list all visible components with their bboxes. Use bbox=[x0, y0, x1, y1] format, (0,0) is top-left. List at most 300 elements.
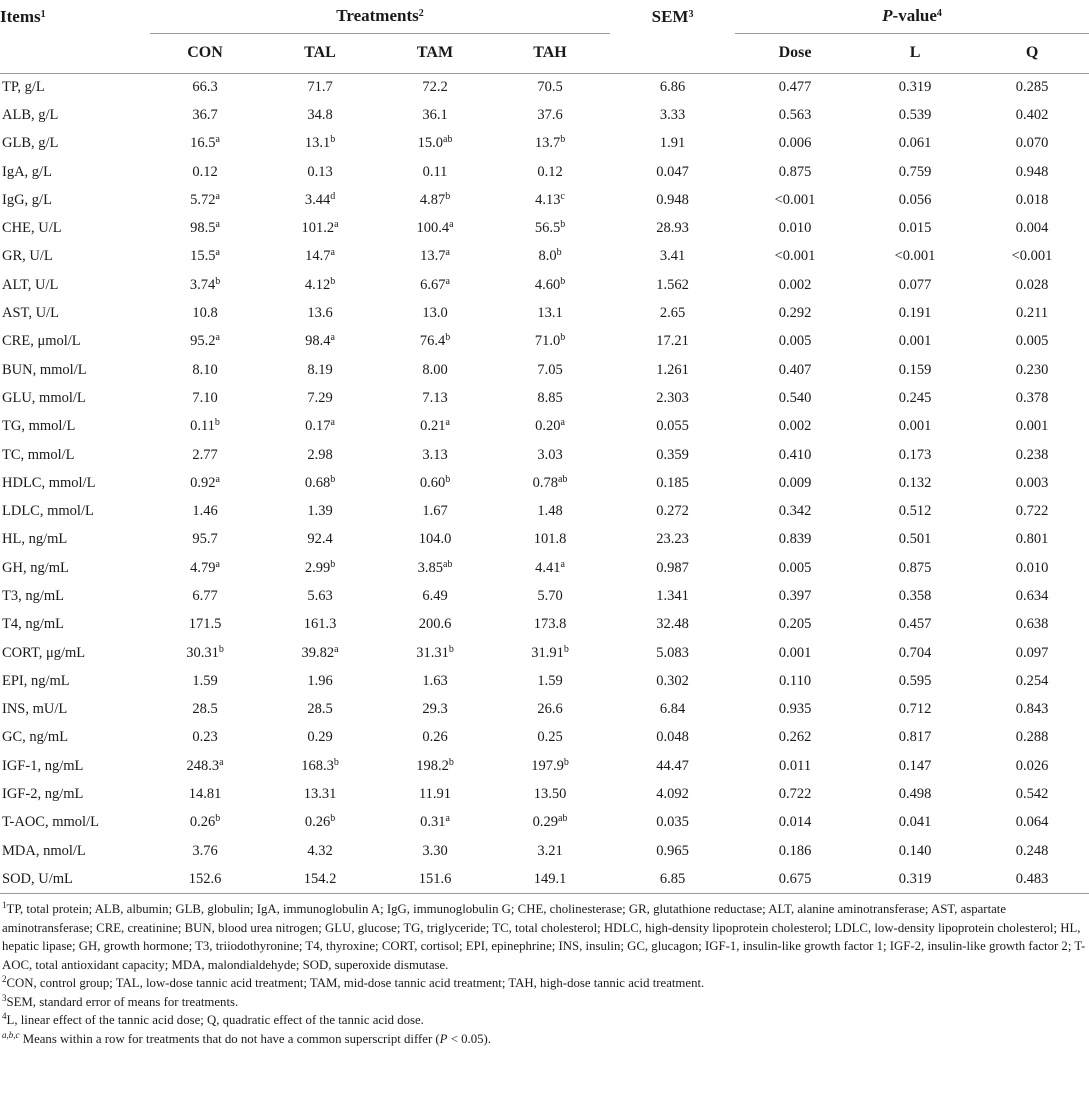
cell-sem: 28.93 bbox=[656, 220, 689, 237]
col-q: Q bbox=[975, 33, 1089, 73]
cell-q: 0.018 bbox=[1015, 191, 1049, 208]
cell-l: 0.704 bbox=[898, 644, 932, 661]
cell-q: 0.285 bbox=[1015, 78, 1049, 95]
cell-con: 10.8 bbox=[192, 305, 218, 322]
cell-dose: 0.342 bbox=[778, 503, 812, 520]
cell-sem: 0.302 bbox=[656, 672, 689, 689]
cell-tal: 8.19 bbox=[307, 361, 333, 378]
cell-item: GH, ng/mL bbox=[2, 559, 69, 576]
cell-tal: 98.4$^a$ bbox=[305, 332, 335, 350]
cell-l: 0.512 bbox=[898, 503, 932, 520]
cell-q: 0.010 bbox=[1015, 559, 1049, 576]
cell-sem: 2.65 bbox=[659, 305, 686, 322]
header-row-2 bbox=[0, 33, 1089, 73]
header-treatments: Treatments$^2$ bbox=[150, 0, 610, 33]
cell-tam: 104.0 bbox=[418, 531, 452, 548]
header-items: Items$^1$ bbox=[0, 6, 46, 26]
cell-tah: 197.9$^b$ bbox=[531, 756, 569, 774]
cell-tal: 4.32 bbox=[307, 842, 333, 859]
cell-dose: 0.563 bbox=[778, 106, 812, 123]
cell-l: 0.319 bbox=[898, 78, 932, 95]
cell-dose: 0.675 bbox=[778, 870, 812, 887]
cell-item: TP, g/L bbox=[2, 78, 45, 95]
cell-con: 2.77 bbox=[192, 446, 218, 463]
cell-sem: 4.092 bbox=[656, 786, 689, 803]
cell-tah: 13.1 bbox=[537, 305, 563, 322]
cell-l: 0.875 bbox=[898, 559, 932, 576]
cell-sem: 1.562 bbox=[656, 276, 689, 293]
table-row bbox=[0, 469, 1089, 497]
cell-l: 0.191 bbox=[898, 305, 932, 322]
cell-sem: 0.055 bbox=[656, 418, 689, 435]
cell-tal: 14.7$^a$ bbox=[305, 247, 335, 265]
table-row bbox=[0, 865, 1089, 893]
cell-con: 15.5$^a$ bbox=[190, 247, 220, 265]
table-row bbox=[0, 299, 1089, 327]
cell-con: 248.3$^a$ bbox=[186, 756, 224, 774]
cell-sem: 0.948 bbox=[656, 191, 689, 208]
cell-l: 0.041 bbox=[898, 814, 932, 831]
cell-q: 0.248 bbox=[1015, 842, 1049, 859]
cell-item: ALB, g/L bbox=[2, 106, 59, 123]
cell-tal: 0.29 bbox=[307, 729, 333, 746]
cell-tam: 36.1 bbox=[422, 106, 448, 123]
cell-item: HL, ng/mL bbox=[2, 531, 68, 548]
cell-tam: 0.31$^a$ bbox=[420, 813, 450, 831]
cell-item: EPI, ng/mL bbox=[2, 672, 70, 689]
cell-tal: 3.44$^d$ bbox=[304, 190, 336, 208]
cell-dose: 0.397 bbox=[778, 587, 812, 604]
col-tal: TAL bbox=[260, 33, 380, 73]
cell-l: 0.759 bbox=[898, 163, 932, 180]
cell-con: 98.5$^a$ bbox=[190, 219, 220, 237]
cell-tah: 1.59 bbox=[537, 672, 563, 689]
cell-tam: 31.31$^b$ bbox=[416, 643, 454, 661]
cell-tal: 2.98 bbox=[307, 446, 333, 463]
table-row bbox=[0, 526, 1089, 554]
cell-tal: 71.7 bbox=[307, 78, 333, 95]
table-row bbox=[0, 158, 1089, 186]
cell-tam: 8.00 bbox=[422, 361, 448, 378]
cell-tah: 3.03 bbox=[537, 446, 563, 463]
cell-q: 0.097 bbox=[1015, 644, 1049, 661]
cell-con: 3.76 bbox=[192, 842, 218, 859]
cell-tam: 0.60$^b$ bbox=[419, 473, 451, 491]
cell-l: 0.817 bbox=[898, 729, 932, 746]
cell-q: 0.230 bbox=[1015, 361, 1049, 378]
cell-tah: 0.78$^{ab}$ bbox=[532, 473, 568, 491]
header-sem: SEM$^3$ bbox=[651, 6, 694, 26]
cell-item: BUN, mmol/L bbox=[2, 361, 87, 378]
cell-tah: 7.05 bbox=[537, 361, 563, 378]
cell-dose: 0.935 bbox=[778, 701, 812, 718]
cell-con: 0.12 bbox=[192, 163, 218, 180]
footnotes bbox=[0, 894, 1089, 1048]
cell-tah: 13.7$^b$ bbox=[534, 134, 566, 152]
cell-tah: 26.6 bbox=[537, 701, 563, 718]
cell-tah: 8.85 bbox=[537, 389, 563, 406]
cell-sem: 1.341 bbox=[656, 587, 689, 604]
table-row bbox=[0, 837, 1089, 865]
cell-item: MDA, nmol/L bbox=[2, 842, 86, 859]
cell-item: T3, ng/mL bbox=[2, 587, 65, 604]
table-row bbox=[0, 186, 1089, 214]
cell-tam: 13.7$^a$ bbox=[420, 247, 450, 265]
cell-dose: 0.839 bbox=[778, 531, 812, 548]
cell-dose: 0.722 bbox=[778, 786, 812, 803]
cell-item: AST, U/L bbox=[2, 305, 59, 322]
cell-tah: 149.1 bbox=[533, 870, 567, 887]
cell-l: 0.501 bbox=[898, 531, 932, 548]
cell-item: HDLC, mmol/L bbox=[2, 474, 96, 491]
cell-sem: 0.987 bbox=[656, 559, 689, 576]
cell-dose: 0.477 bbox=[778, 78, 812, 95]
cell-dose: 0.011 bbox=[778, 757, 812, 774]
cell-tam: 1.63 bbox=[422, 672, 448, 689]
cell-q: 0.402 bbox=[1015, 106, 1049, 123]
cell-tah: 70.5 bbox=[537, 78, 563, 95]
cell-sem: 0.359 bbox=[656, 446, 689, 463]
cell-l: 0.712 bbox=[898, 701, 932, 718]
cell-con: 8.10 bbox=[192, 361, 218, 378]
cell-q: 0.542 bbox=[1015, 786, 1049, 803]
cell-sem: 44.47 bbox=[656, 757, 689, 774]
cell-dose: 0.001 bbox=[778, 644, 812, 661]
cell-tah: 37.6 bbox=[537, 106, 563, 123]
cell-item: IgA, g/L bbox=[2, 163, 52, 180]
cell-tal: 168.3$^b$ bbox=[301, 756, 339, 774]
footnote-2: $^2$CON, control group; TAL, low-dose tannic acid treatment; TAM, mid-dose tannic acid treatment; TAH, high-dose tannic acid treatment. bbox=[2, 974, 705, 991]
cell-dose: 0.407 bbox=[778, 361, 812, 378]
table-row bbox=[0, 752, 1089, 780]
cell-tam: 3.13 bbox=[422, 446, 448, 463]
cell-con: 66.3 bbox=[192, 78, 218, 95]
col-con: CON bbox=[150, 33, 260, 73]
cell-tal: 2.99$^b$ bbox=[304, 558, 336, 576]
cell-tal: 39.82$^a$ bbox=[301, 643, 339, 661]
cell-tah: 5.70 bbox=[537, 587, 563, 604]
cell-sem: 6.86 bbox=[659, 78, 686, 95]
cell-l: 0.498 bbox=[898, 786, 932, 803]
cell-item: GLB, g/L bbox=[2, 135, 59, 152]
cell-tah: 0.20$^a$ bbox=[535, 417, 565, 435]
cell-tam: 200.6 bbox=[418, 616, 452, 633]
cell-tam: 0.11 bbox=[422, 163, 448, 180]
cell-q: 0.005 bbox=[1015, 333, 1049, 350]
footnote-1: $^1$TP, total protein; ALB, albumin; GLB, globulin; IgA, immunoglobulin A; IgG, immunoglobulin G; CHE, cholinesterase; GR, glutathione reductase; ALT, alanine aminotransferase; AST, aspartate aminotransferase; CRE, creatinine; BUN, blood urea nitrogen; GLU, glucose; TG, triglyceride; TC, total cholesterol; HDLC, high-density lipoprotein cholesterol; LDLC, low-density lipoprotein cholesterol; HL, hepatic lipase; GH, growth hormone; T3, triiodothyronine; T4, thyroxine; CORT, cortisol; EPI, epinephrine; INS, insulin; GC, glucagon; IGF-1, insulin-like growth factor 1; IGF-2, insulin-like growth factor 2; T-AOC, total antioxidant capacity; MDA, malondialdehyde; SOD, superoxide dismutase. bbox=[2, 900, 1086, 972]
table-row bbox=[0, 101, 1089, 129]
table-row bbox=[0, 214, 1089, 242]
table-row bbox=[0, 271, 1089, 299]
cell-tah: 3.21 bbox=[537, 842, 563, 859]
cell-tam: 11.91 bbox=[418, 786, 452, 803]
col-l: L bbox=[855, 33, 975, 73]
table-row bbox=[0, 809, 1089, 837]
cell-dose: 0.186 bbox=[778, 842, 812, 859]
cell-sem: 0.965 bbox=[656, 842, 689, 859]
cell-con: 16.5$^a$ bbox=[190, 134, 220, 152]
cell-q: 0.064 bbox=[1015, 814, 1049, 831]
table-row bbox=[0, 611, 1089, 639]
cell-tal: 34.8 bbox=[307, 106, 333, 123]
cell-tah: 31.91$^b$ bbox=[531, 643, 569, 661]
cell-tam: 15.0$^{ab}$ bbox=[417, 134, 453, 152]
cell-q: 0.634 bbox=[1015, 587, 1049, 604]
cell-item: CRE, μmol/L bbox=[2, 333, 81, 350]
cell-q: 0.722 bbox=[1015, 503, 1049, 520]
cell-q: 0.638 bbox=[1015, 616, 1049, 633]
cell-l: 0.159 bbox=[898, 361, 932, 378]
cell-tah: 4.60$^b$ bbox=[534, 275, 566, 293]
cell-l: 0.140 bbox=[898, 842, 932, 859]
cell-l: 0.077 bbox=[898, 276, 932, 293]
cell-tah: 1.48 bbox=[537, 503, 563, 520]
cell-tal: 5.63 bbox=[307, 587, 333, 604]
cell-item: IGF-2, ng/mL bbox=[2, 786, 84, 803]
cell-l: 0.595 bbox=[898, 672, 932, 689]
cell-tal: 13.1$^b$ bbox=[304, 134, 336, 152]
cell-item: ALT, U/L bbox=[2, 276, 59, 293]
cell-q: 0.801 bbox=[1015, 531, 1049, 548]
cell-dose: <0.001 bbox=[774, 248, 816, 265]
table-row bbox=[0, 441, 1089, 469]
footnote-4: $^4$L, linear effect of the tannic acid dose; Q, quadratic effect of the tannic acid dose. bbox=[2, 1011, 424, 1028]
table-row bbox=[0, 73, 1089, 101]
cell-dose: 0.875 bbox=[778, 163, 812, 180]
cell-tah: 71.0$^b$ bbox=[534, 332, 566, 350]
cell-tam: 100.4$^a$ bbox=[416, 219, 454, 237]
cell-dose: 0.410 bbox=[778, 446, 812, 463]
cell-q: 0.238 bbox=[1015, 446, 1049, 463]
cell-con: 0.23 bbox=[192, 729, 218, 746]
cell-q: 0.211 bbox=[1015, 305, 1049, 322]
cell-dose: 0.262 bbox=[778, 729, 812, 746]
header-row-1 bbox=[0, 0, 1089, 33]
cell-l: 0.358 bbox=[898, 587, 932, 604]
cell-tam: 7.13 bbox=[422, 389, 448, 406]
cell-item: IgG, g/L bbox=[2, 191, 52, 208]
cell-tal: 0.26$^b$ bbox=[304, 813, 336, 831]
cell-con: 0.92$^a$ bbox=[190, 473, 220, 491]
cell-tal: 92.4 bbox=[307, 531, 333, 548]
table-body bbox=[0, 73, 1089, 894]
cell-con: 5.72$^a$ bbox=[190, 190, 220, 208]
cell-q: 0.004 bbox=[1015, 220, 1049, 237]
table-row bbox=[0, 696, 1089, 724]
cell-item: GR, U/L bbox=[2, 248, 53, 265]
cell-con: 0.11$^b$ bbox=[190, 417, 220, 435]
footnote-3: $^3$SEM, standard error of means for treatments. bbox=[2, 992, 239, 1009]
header-pvalue: P-value$^4$ bbox=[735, 0, 1089, 33]
cell-dose: <0.001 bbox=[774, 191, 816, 208]
cell-item: TC, mmol/L bbox=[2, 446, 75, 463]
cell-q: <0.001 bbox=[1011, 248, 1053, 265]
cell-sem: 0.272 bbox=[656, 503, 689, 520]
cell-dose: 0.002 bbox=[778, 418, 812, 435]
cell-con: 7.10 bbox=[192, 389, 218, 406]
cell-tam: 0.26 bbox=[422, 729, 448, 746]
cell-con: 171.5 bbox=[188, 616, 222, 633]
cell-dose: 0.292 bbox=[778, 305, 812, 322]
cell-dose: 0.002 bbox=[778, 276, 812, 293]
table-row bbox=[0, 724, 1089, 752]
cell-tam: 198.2$^b$ bbox=[416, 756, 454, 774]
cell-item: TG, mmol/L bbox=[2, 418, 76, 435]
cell-sem: 17.21 bbox=[656, 333, 689, 350]
cell-item: GLU, mmol/L bbox=[2, 389, 86, 406]
cell-tah: 4.13$^c$ bbox=[535, 190, 565, 208]
cell-dose: 0.005 bbox=[778, 559, 812, 576]
cell-item: SOD, U/mL bbox=[2, 870, 73, 887]
cell-con: 95.2$^a$ bbox=[190, 332, 220, 350]
cell-dose: 0.006 bbox=[778, 135, 812, 152]
table-row bbox=[0, 780, 1089, 808]
cell-tah: 8.0$^b$ bbox=[538, 247, 562, 265]
table-row bbox=[0, 554, 1089, 582]
cell-tal: 0.17$^a$ bbox=[305, 417, 335, 435]
cell-tam: 6.49 bbox=[422, 587, 448, 604]
cell-item: CHE, U/L bbox=[2, 220, 62, 237]
table-row bbox=[0, 356, 1089, 384]
cell-l: 0.457 bbox=[898, 616, 932, 633]
cell-tal: 13.31 bbox=[303, 786, 337, 803]
cell-tah: 173.8 bbox=[533, 616, 567, 633]
cell-item: LDLC, mmol/L bbox=[2, 503, 94, 520]
cell-item: T-AOC, mmol/L bbox=[2, 814, 99, 831]
cell-dose: 0.110 bbox=[778, 672, 812, 689]
cell-l: 0.173 bbox=[898, 446, 932, 463]
cell-con: 36.7 bbox=[192, 106, 218, 123]
cell-dose: 0.540 bbox=[778, 389, 812, 406]
table-row bbox=[0, 413, 1089, 441]
cell-con: 95.7 bbox=[192, 531, 218, 548]
cell-tah: 0.29$^{ab}$ bbox=[532, 813, 568, 831]
cell-sem: 3.41 bbox=[659, 248, 686, 265]
cell-tal: 13.6 bbox=[307, 305, 333, 322]
cell-q: 0.003 bbox=[1015, 474, 1049, 491]
cell-con: 152.6 bbox=[188, 870, 222, 887]
cell-tal: 0.13 bbox=[307, 163, 333, 180]
cell-q: 0.001 bbox=[1015, 418, 1049, 435]
cell-tah: 0.12 bbox=[537, 163, 563, 180]
cell-q: 0.843 bbox=[1015, 701, 1049, 718]
cell-sem: 0.048 bbox=[656, 729, 689, 746]
cell-q: 0.483 bbox=[1015, 870, 1049, 887]
table-row bbox=[0, 497, 1089, 525]
cell-q: 0.948 bbox=[1015, 163, 1049, 180]
cell-q: 0.070 bbox=[1015, 135, 1049, 152]
table-row bbox=[0, 667, 1089, 695]
cell-sem: 32.48 bbox=[656, 616, 689, 633]
cell-con: 3.74$^b$ bbox=[189, 275, 221, 293]
cell-l: <0.001 bbox=[894, 248, 936, 265]
table-row bbox=[0, 384, 1089, 412]
cell-tam: 4.87$^b$ bbox=[419, 190, 451, 208]
cell-con: 0.26$^b$ bbox=[189, 813, 221, 831]
cell-tam: 0.21$^a$ bbox=[420, 417, 450, 435]
cell-sem: 2.303 bbox=[656, 389, 689, 406]
cell-dose: 0.009 bbox=[778, 474, 812, 491]
cell-l: 0.056 bbox=[898, 191, 932, 208]
cell-con: 1.46 bbox=[192, 503, 218, 520]
cell-tah: 56.5$^b$ bbox=[534, 219, 566, 237]
cell-tah: 4.41$^a$ bbox=[535, 558, 565, 576]
cell-con: 4.79$^a$ bbox=[190, 558, 220, 576]
cell-l: 0.015 bbox=[898, 220, 932, 237]
table-row bbox=[0, 243, 1089, 271]
table-row bbox=[0, 582, 1089, 610]
cell-l: 0.001 bbox=[898, 418, 932, 435]
cell-tal: 154.2 bbox=[303, 870, 337, 887]
cell-l: 0.061 bbox=[898, 135, 932, 152]
cell-tah: 0.25 bbox=[537, 729, 563, 746]
table-row bbox=[0, 328, 1089, 356]
cell-sem: 23.23 bbox=[656, 531, 689, 548]
cell-tal: 0.68$^b$ bbox=[304, 473, 336, 491]
cell-tam: 76.4$^b$ bbox=[419, 332, 451, 350]
cell-sem: 5.083 bbox=[656, 644, 689, 661]
cell-item: CORT, μg/mL bbox=[2, 644, 86, 661]
cell-tal: 161.3 bbox=[303, 616, 337, 633]
cell-tam: 3.30 bbox=[422, 842, 448, 859]
cell-sem: 0.047 bbox=[656, 163, 689, 180]
cell-sem: 0.035 bbox=[656, 814, 689, 831]
cell-con: 1.59 bbox=[192, 672, 218, 689]
cell-l: 0.245 bbox=[898, 389, 932, 406]
cell-l: 0.147 bbox=[898, 757, 932, 774]
cell-q: 0.288 bbox=[1015, 729, 1049, 746]
cell-l: 0.539 bbox=[898, 106, 932, 123]
cell-l: 0.001 bbox=[898, 333, 932, 350]
cell-dose: 0.014 bbox=[778, 814, 812, 831]
cell-sem: 3.33 bbox=[659, 106, 686, 123]
cell-tam: 13.0 bbox=[422, 305, 448, 322]
cell-con: 30.31$^b$ bbox=[186, 643, 224, 661]
col-tam: TAM bbox=[380, 33, 490, 73]
cell-sem: 0.185 bbox=[656, 474, 689, 491]
cell-tam: 3.85$^{ab}$ bbox=[417, 558, 453, 576]
cell-sem: 1.91 bbox=[659, 135, 686, 152]
cell-tal: 101.2$^a$ bbox=[301, 219, 339, 237]
cell-dose: 0.010 bbox=[778, 220, 812, 237]
cell-con: 6.77 bbox=[192, 587, 218, 604]
cell-dose: 0.005 bbox=[778, 333, 812, 350]
cell-dose: 0.205 bbox=[778, 616, 812, 633]
col-dose: Dose bbox=[735, 33, 855, 73]
cell-tal: 7.29 bbox=[307, 389, 333, 406]
cell-q: 0.254 bbox=[1015, 672, 1049, 689]
cell-con: 14.81 bbox=[188, 786, 222, 803]
cell-tam: 29.3 bbox=[422, 701, 448, 718]
cell-item: IGF-1, ng/mL bbox=[2, 757, 84, 774]
cell-tah: 13.50 bbox=[533, 786, 567, 803]
col-tah: TAH bbox=[490, 33, 610, 73]
table-row bbox=[0, 130, 1089, 158]
cell-l: 0.319 bbox=[898, 870, 932, 887]
cell-q: 0.028 bbox=[1015, 276, 1049, 293]
cell-tam: 1.67 bbox=[422, 503, 448, 520]
cell-item: INS, mU/L bbox=[2, 701, 68, 718]
cell-q: 0.378 bbox=[1015, 389, 1049, 406]
cell-sem: 1.261 bbox=[656, 361, 689, 378]
cell-q: 0.026 bbox=[1015, 757, 1049, 774]
cell-l: 0.132 bbox=[898, 474, 932, 491]
cell-tal: 1.96 bbox=[307, 672, 333, 689]
cell-sem: 6.85 bbox=[659, 870, 686, 887]
cell-tah: 101.8 bbox=[533, 531, 567, 548]
table-row bbox=[0, 639, 1089, 667]
cell-item: GC, ng/mL bbox=[2, 729, 69, 746]
